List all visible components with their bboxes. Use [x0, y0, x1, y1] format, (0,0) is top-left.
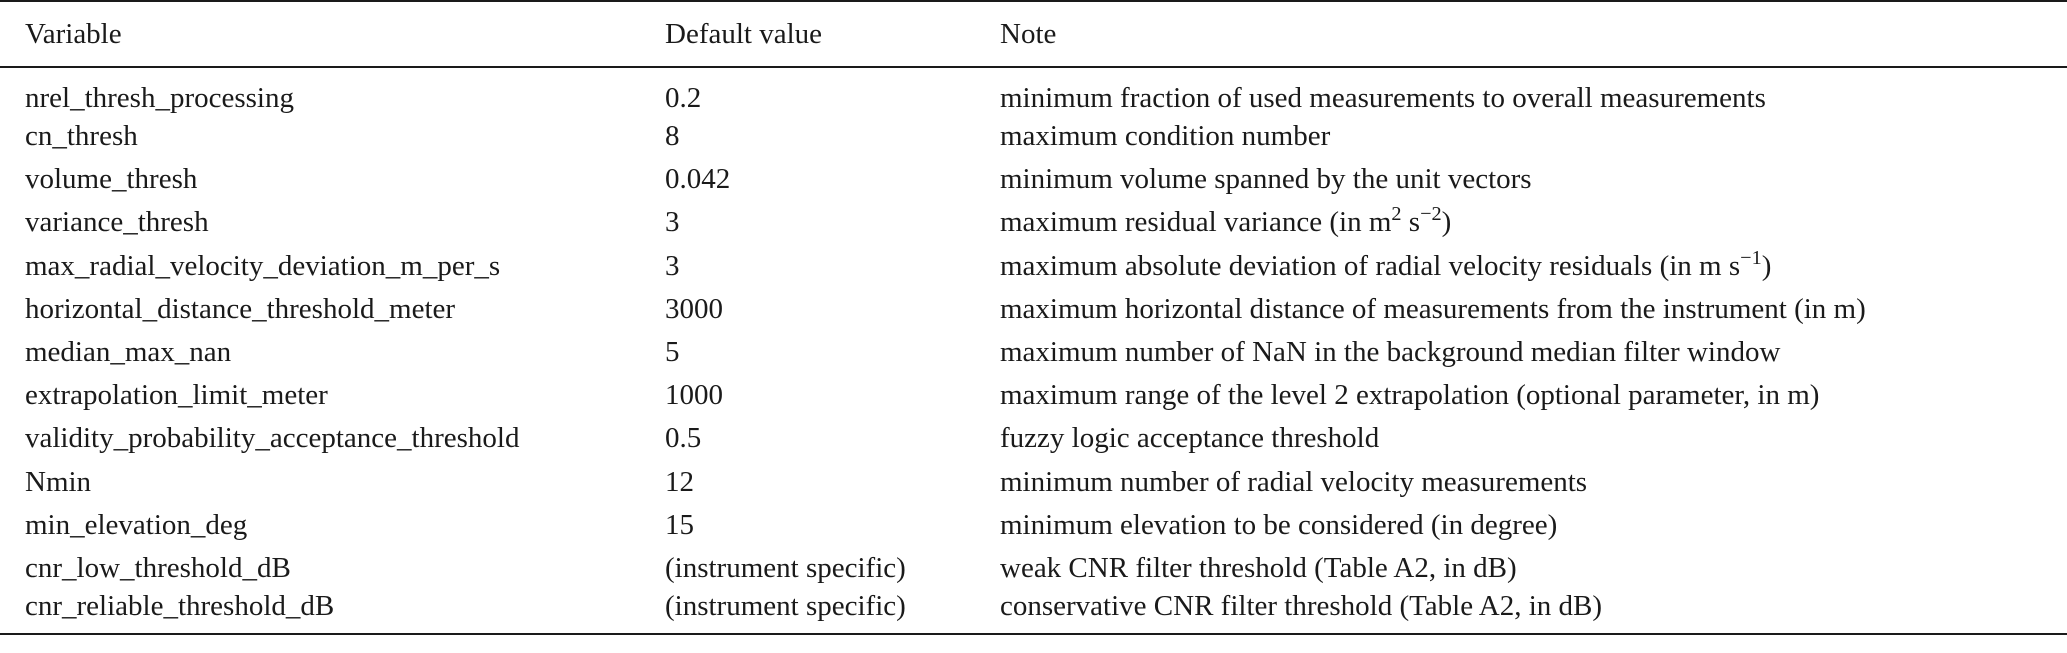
- cell-note: minimum number of radial velocity measurements: [1000, 465, 1588, 498]
- cell-default-value: 0.5: [665, 422, 702, 455]
- note-text: ): [1761, 249, 1772, 282]
- superscript: 2: [1391, 203, 1402, 226]
- table-row: [0, 374, 2067, 417]
- cell-note: [1000, 201, 2067, 244]
- cell-note: maximum condition number: [1000, 120, 1331, 153]
- superscript: −2: [1420, 203, 1442, 226]
- column-header-default-value: Default value: [665, 17, 823, 50]
- cell-note: weak CNR filter threshold (Table A2, in dB): [1000, 551, 1517, 584]
- note-text: maximum residual variance (in m: [1000, 206, 1392, 239]
- table-row: [0, 288, 2067, 331]
- cell-default-value: 5: [665, 336, 680, 369]
- cell-default-value: 15: [665, 508, 694, 541]
- cell-default-value: 8: [665, 120, 680, 153]
- cell-variable: nrel_thresh_processing: [25, 82, 294, 114]
- table-row: [0, 115, 2067, 158]
- note-text: s: [1401, 206, 1421, 239]
- table-row: [0, 547, 2067, 590]
- cell-variable: cnr_reliable_threshold_dB: [25, 590, 335, 623]
- cell-variable: variance_thresh: [25, 206, 209, 239]
- cell-default-value: 1000: [665, 379, 723, 412]
- cell-variable: horizontal_distance_threshold_meter: [25, 292, 456, 325]
- cell-note: minimum fraction of used measurements to overall measurements: [1000, 82, 1766, 114]
- table-row: [0, 461, 2067, 504]
- column-header-variable: Variable: [25, 17, 122, 50]
- cell-default-value: 3: [665, 206, 680, 239]
- table-row: [0, 158, 2067, 201]
- table-row: [0, 504, 2067, 547]
- table-row: [0, 590, 2067, 634]
- table-body: [0, 67, 2067, 634]
- table-row: [0, 331, 2067, 374]
- cell-note: minimum volume spanned by the unit vectors: [1000, 163, 1532, 196]
- cell-variable: validity_probability_acceptance_threshold: [25, 422, 520, 455]
- cell-default-value: 0.042: [665, 163, 731, 196]
- cell-note: fuzzy logic acceptance threshold: [1000, 422, 1380, 455]
- note-text: maximum absolute deviation of radial velocity residuals (in m s: [1000, 249, 1741, 282]
- table-row: [0, 67, 2067, 115]
- superscript: −1: [1740, 246, 1762, 269]
- cell-default-value: 0.2: [665, 82, 702, 114]
- cell-note: conservative CNR filter threshold (Table A2, in dB): [1000, 590, 1603, 623]
- table-row: [0, 201, 2067, 244]
- cell-variable: cnr_low_threshold_dB: [25, 551, 291, 584]
- cell-variable: volume_thresh: [25, 163, 198, 196]
- cell-note: maximum range of the level 2 extrapolation (optional parameter, in m): [1000, 379, 1820, 412]
- cell-note: [1000, 245, 2067, 288]
- cell-default-value: (instrument specific): [665, 551, 906, 584]
- cell-variable: Nmin: [25, 465, 92, 498]
- cell-default-value: (instrument specific): [665, 590, 906, 623]
- cell-variable: cn_thresh: [25, 120, 138, 153]
- column-header-note: Note: [1000, 17, 1057, 50]
- table-row: [0, 245, 2067, 288]
- cell-default-value: 3000: [665, 292, 723, 325]
- cell-note: maximum horizontal distance of measurements from the instrument (in m): [1000, 292, 1866, 325]
- cell-variable: extrapolation_limit_meter: [25, 379, 328, 412]
- cell-variable: median_max_nan: [25, 336, 232, 369]
- cell-variable: max_radial_velocity_deviation_m_per_s: [25, 249, 501, 282]
- cell-variable: min_elevation_deg: [25, 508, 248, 541]
- table-row: [0, 417, 2067, 460]
- cell-default-value: 3: [665, 249, 680, 282]
- header-row: [0, 1, 2067, 67]
- table-header: [0, 1, 2067, 67]
- cell-note: maximum number of NaN in the background median filter window: [1000, 336, 1781, 369]
- cell-default-value: 12: [665, 465, 694, 498]
- cell-note: minimum elevation to be considered (in degree): [1000, 508, 1558, 541]
- note-text: ): [1441, 206, 1452, 239]
